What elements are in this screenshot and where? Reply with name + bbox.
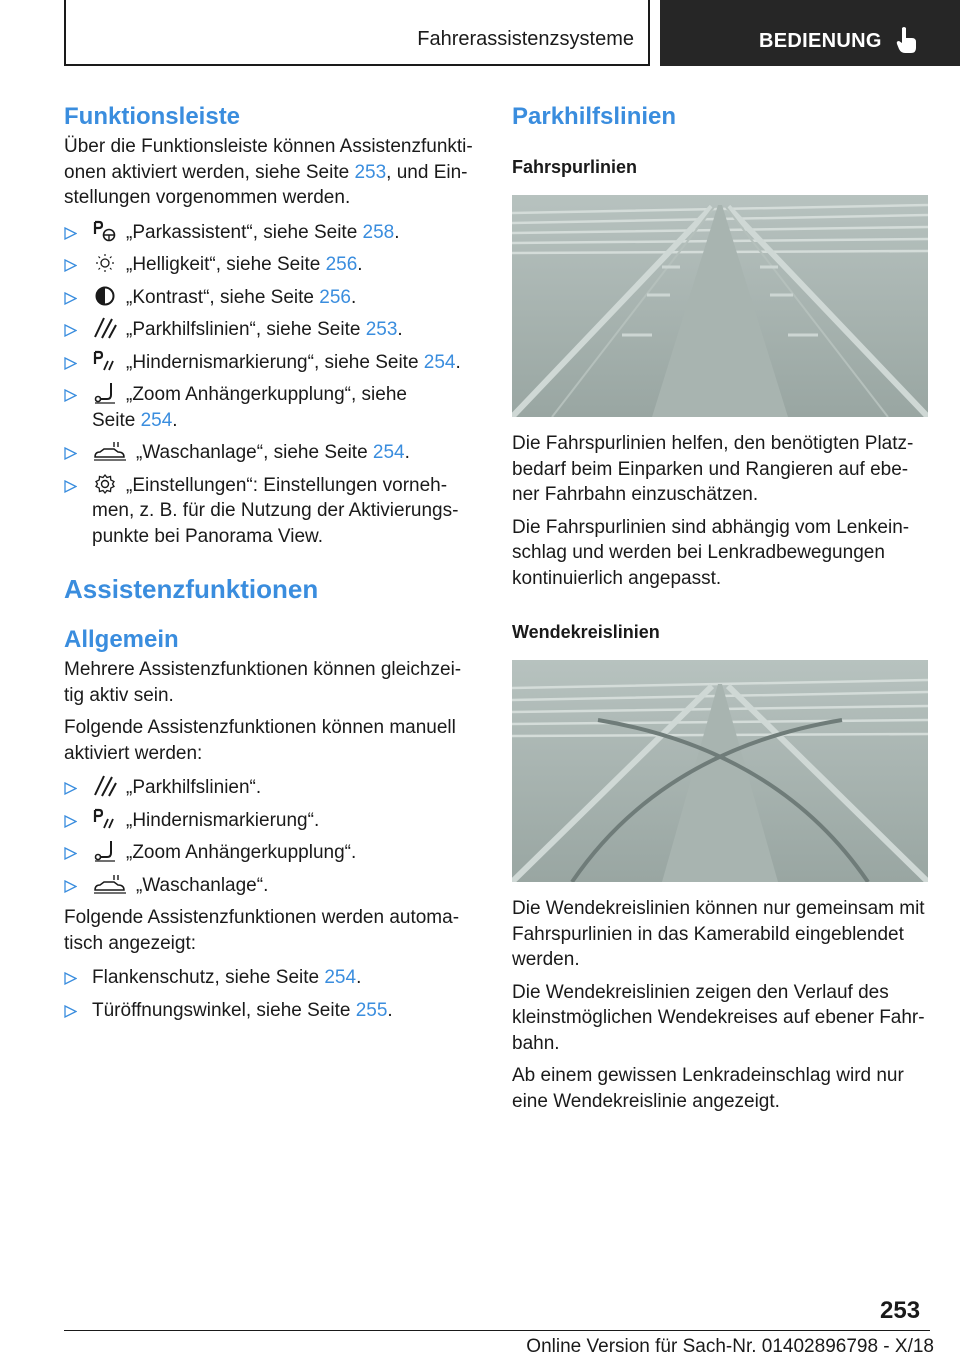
bullet-triangle-icon xyxy=(64,324,77,337)
car-wash-icon xyxy=(92,873,128,895)
page-link[interactable]: 256 xyxy=(319,286,351,308)
lane-lines-camera-image xyxy=(512,195,928,417)
bullet-triangle-icon xyxy=(64,815,77,828)
bullet-triangle-icon xyxy=(64,1005,77,1018)
turn-paragraph-3: Ab einem gewissen Lenkradeinschlag wird nur eine Wendekreislinie angezeigt. xyxy=(512,1065,904,1112)
header-section-title: Fahrerassistenzsysteme xyxy=(417,28,634,50)
list-item: „Zoom Anhängerkupplung“. xyxy=(64,840,478,866)
allgemein-paragraph-2: Folgende Assistenzfunktionen können manuell aktiviert werden: xyxy=(64,717,456,764)
pointing-hand-icon xyxy=(896,26,918,54)
list-item: Türöffnungswinkel, siehe Seite 255. xyxy=(64,998,478,1024)
footer-divider xyxy=(64,1330,930,1331)
list-item: „Parkassistent“, siehe Seite 258. xyxy=(64,220,478,246)
contrast-icon xyxy=(92,285,118,307)
header-section-box xyxy=(64,0,650,66)
page-link[interactable]: 253 xyxy=(354,161,387,183)
automatic-paragraph: Folgende Assistenzfunktionen werden automa- tisch angezeigt: xyxy=(64,907,460,954)
obstacle-marking-icon xyxy=(92,808,118,830)
bullet-triangle-icon xyxy=(64,480,77,493)
assistenzfunktionen-heading: Assistenzfunktionen xyxy=(64,574,319,604)
car-wash-icon xyxy=(92,440,128,462)
settings-icon xyxy=(92,473,118,495)
page-link[interactable]: 256 xyxy=(325,254,358,275)
brightness-icon xyxy=(92,252,118,274)
funktionsleiste-intro: Über die Funktionsleiste können Assistenzfunkti- onen aktiviert werden, siehe Seite 253, und Ein- stellungen vorgenommen werden. xyxy=(64,136,473,208)
park-assistant-icon xyxy=(92,220,118,242)
bullet-triangle-icon xyxy=(64,972,77,985)
bullet-triangle-icon xyxy=(64,847,77,860)
trailer-hitch-icon xyxy=(92,382,118,404)
bullet-triangle-icon xyxy=(64,292,77,305)
list-item: „Einstellungen“: Einstellungen vorneh- men, z. B. für die Nutzung der Aktivierungs- punkte bei Panorama View. xyxy=(64,473,478,550)
list-item: „Parkhilfslinien“. xyxy=(64,775,478,801)
lane-paragraph-1: Die Fahrspurlinien helfen, den benötigten Platz- bedarf beim Einparken und Rangieren auf ebe- ner Fahrbahn einzuschätzen. xyxy=(512,433,914,505)
funktionsleiste-heading: Funktionsleiste xyxy=(64,103,241,130)
page-link[interactable]: 254 xyxy=(372,442,405,463)
parkhilfslinien-heading: Parkhilfslinien xyxy=(512,103,677,130)
list-item: „Parkhilfslinien“, siehe Seite 253. xyxy=(64,317,478,343)
footer-online-version: Online Version für Sach-Nr. 01402896798 - X/18 xyxy=(526,1336,934,1357)
header-chapter-label: BEDIENUNG xyxy=(759,30,882,52)
left-column xyxy=(64,100,478,1023)
page-link[interactable]: 255 xyxy=(355,999,388,1021)
parking-lines-icon xyxy=(92,775,118,797)
lane-paragraph-2: Die Fahrspurlinien sind abhängig vom Lenkein- schlag und werden bei Lenkradbewegungen kontinuierlich angepasst. xyxy=(512,516,910,589)
right-column xyxy=(512,100,930,1114)
page-link[interactable]: 254 xyxy=(423,351,456,373)
allgemein-heading: Allgemein xyxy=(64,626,179,653)
turn-paragraph-1: Die Wendekreislinien können nur gemeinsam mit Fahrspurlinien in das Kamerabild eingeblendet werden. xyxy=(512,898,925,970)
bullet-triangle-icon xyxy=(64,880,77,893)
list-item: „Kontrast“, siehe Seite 256. xyxy=(64,285,478,311)
bullet-triangle-icon xyxy=(64,357,77,370)
list-item: „Hindernismarkierung“, siehe Seite 254. xyxy=(64,350,478,376)
wendekreislinien-heading: Wendekreislinien xyxy=(512,622,660,642)
bullet-triangle-icon xyxy=(64,782,77,795)
bullet-triangle-icon xyxy=(64,389,77,402)
page-link[interactable]: 254 xyxy=(140,409,173,431)
obstacle-marking-icon xyxy=(92,350,118,372)
bullet-triangle-icon xyxy=(64,227,77,240)
turn-paragraph-2: Die Wendekreislinien zeigen den Verlauf des kleinstmöglichen Wendekreises auf ebener Fahr- bahn. xyxy=(512,981,925,1054)
parking-lines-icon xyxy=(92,317,118,339)
page-link[interactable]: 253 xyxy=(365,319,398,340)
list-item: Flankenschutz, siehe Seite 254. xyxy=(64,965,478,991)
trailer-hitch-icon xyxy=(92,840,118,862)
bullet-triangle-icon xyxy=(64,447,77,460)
turning-circle-camera-image xyxy=(512,660,928,882)
page-link[interactable]: 254 xyxy=(324,967,357,988)
page-number: 253 xyxy=(880,1297,921,1324)
list-item: „Waschanlage“, siehe Seite 254. xyxy=(64,440,478,466)
allgemein-paragraph-1: Mehrere Assistenzfunktionen können gleichzei- tig aktiv sein. xyxy=(64,659,462,706)
header-chapter-box xyxy=(660,0,960,66)
list-item: „Waschanlage“. xyxy=(64,873,478,899)
list-item: „Zoom Anhängerkupplung“, siehe Seite 254. xyxy=(64,382,478,433)
page-link[interactable]: 258 xyxy=(362,221,395,243)
fahrspurlinien-heading: Fahrspurlinien xyxy=(512,157,638,177)
bullet-triangle-icon xyxy=(64,259,77,272)
list-item: „Helligkeit“, siehe Seite 256. xyxy=(64,252,478,278)
list-item: „Hindernismarkierung“. xyxy=(64,808,478,834)
